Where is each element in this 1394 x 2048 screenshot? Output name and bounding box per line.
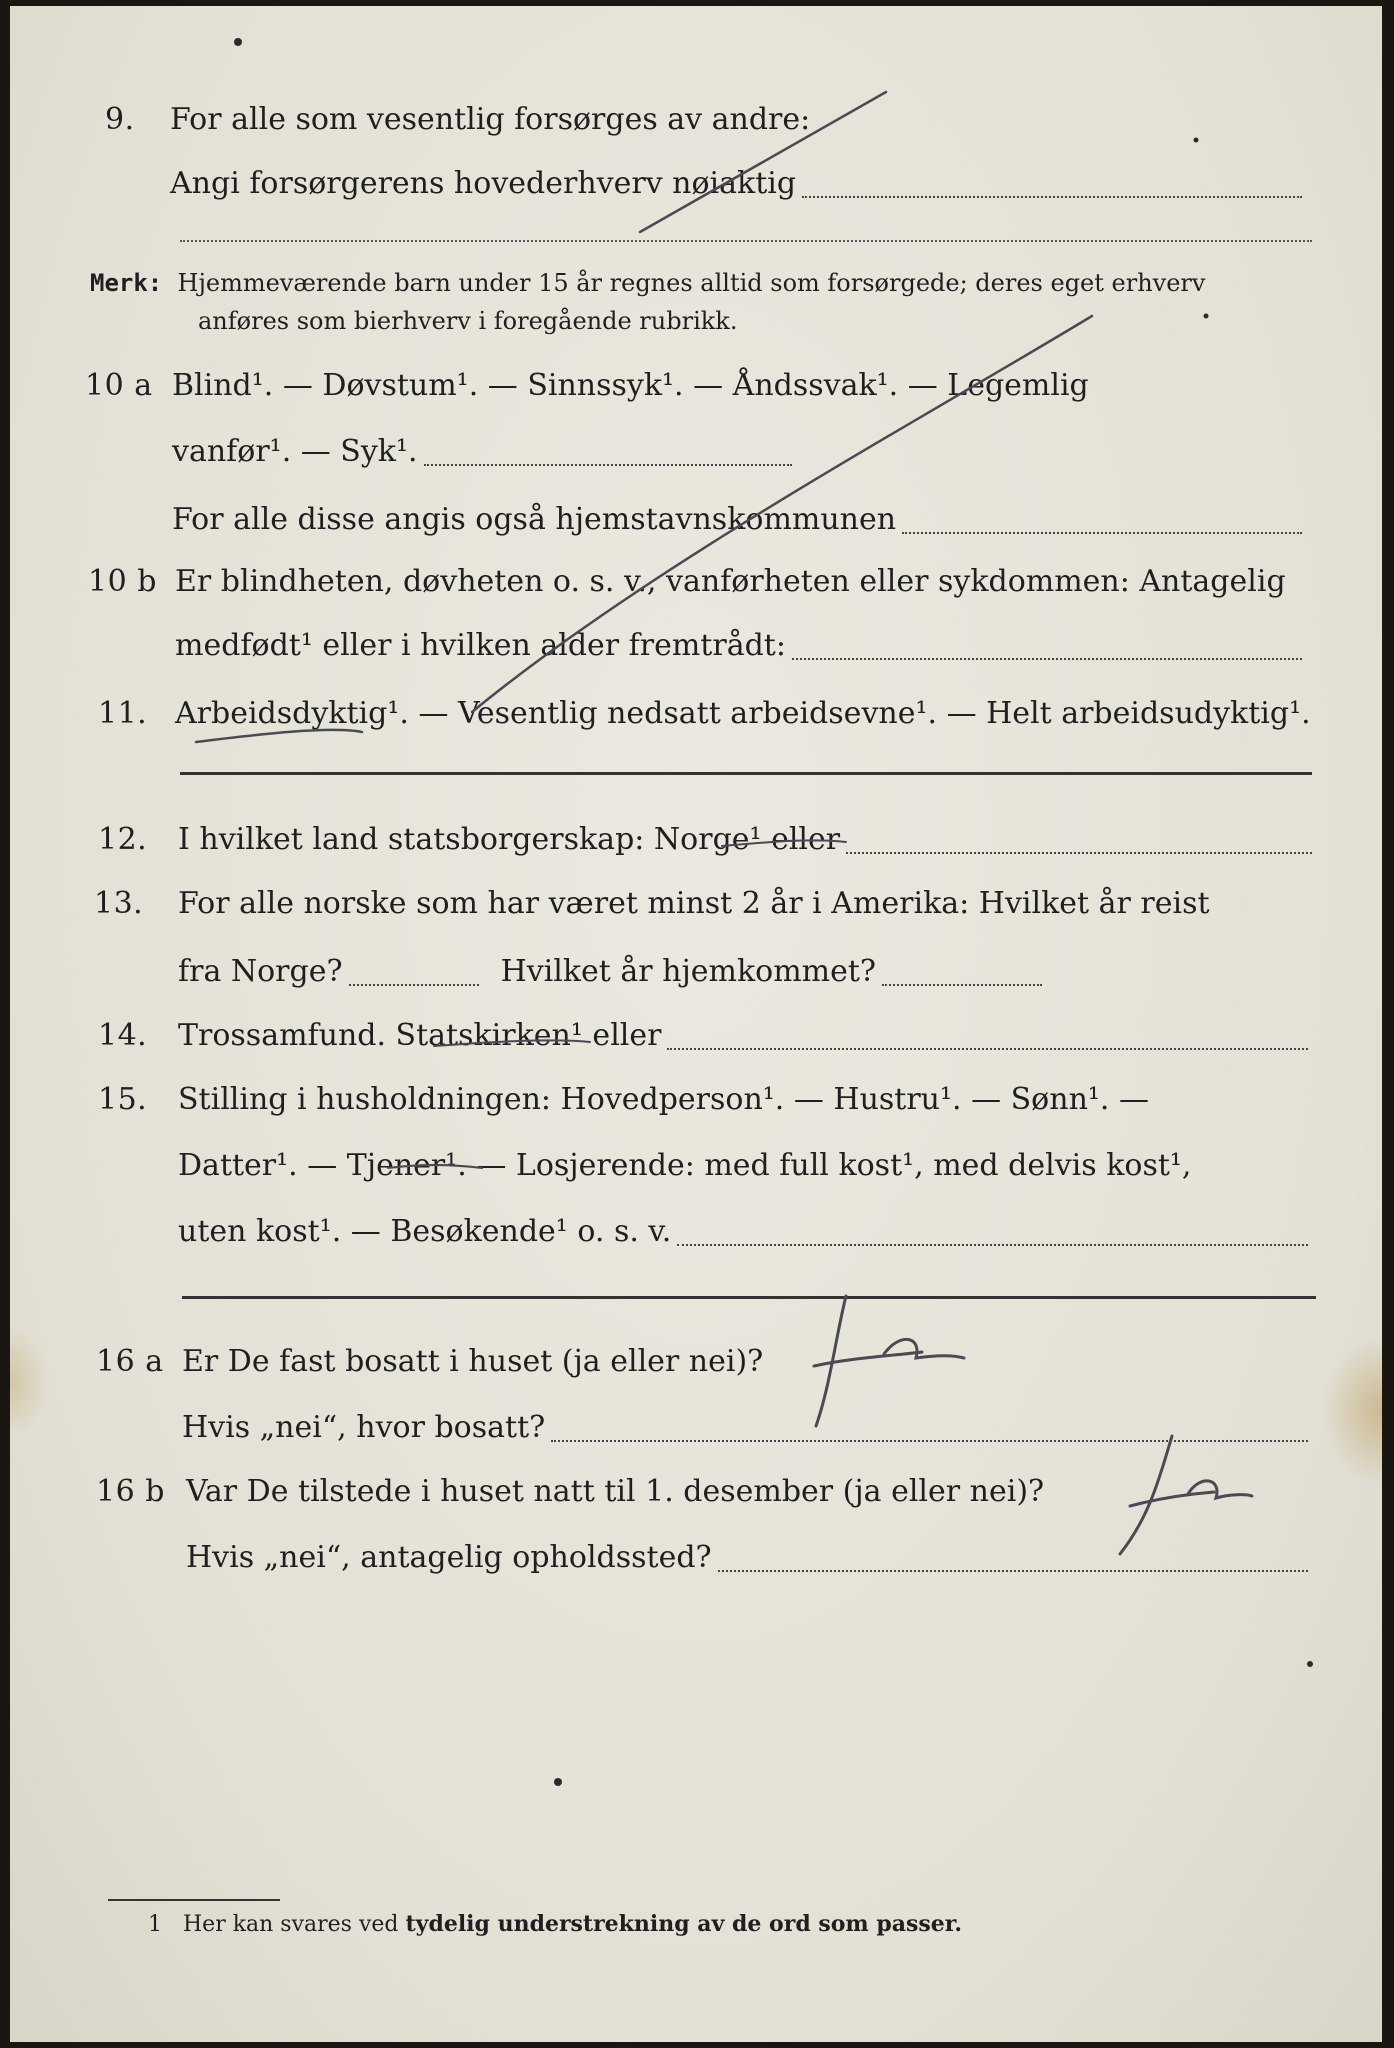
ink-dot [1307,1661,1313,1667]
answer-field-dotted[interactable] [802,195,1302,198]
answer-field-dotted[interactable] [349,983,479,986]
item-15-line-2 [10,1140,1382,1192]
question-line [172,494,1302,546]
item-11 [10,688,1382,740]
question-text: Trossamfund. Statskirken¹ eller [178,1018,662,1053]
question-text: Hvilket år hjemkommet? [500,954,877,989]
question-line [172,426,792,478]
item-10b-line-2 [10,620,1382,672]
item-13 [10,878,1382,930]
question-line [182,1336,1302,1388]
item-10a-line-3 [10,494,1382,546]
footnote-text: Her kan svares ved [182,1912,399,1937]
item-number: 15. [98,1082,148,1117]
footnote-rule [108,1899,280,1901]
question-line [175,620,1302,672]
item-15-line-3 [10,1206,1382,1258]
item-14 [10,1010,1382,1062]
question-text: I hvilket land statsborgerskap: Norge¹ eller [178,822,841,857]
section-rule [182,1296,1316,1299]
answer-field-dotted[interactable] [667,1047,1308,1050]
question-text: fra Norge? [178,954,343,989]
ink-dot [234,38,242,46]
item-16b-line-2 [10,1532,1382,1584]
item-10b [10,556,1382,608]
answer-field-dotted[interactable] [424,463,792,466]
note-block [90,264,1310,340]
item-15 [10,1074,1382,1126]
question-line [178,946,1042,998]
question-text: Datter¹. — Tjener¹. — Losjerende: med full kost¹, med delvis kost¹, [178,1148,1192,1183]
item-12 [10,814,1382,866]
item-9 [10,94,1382,146]
item-number: 10 a [85,368,153,403]
item-10a-line-2 [10,426,1382,478]
item-number: 14. [98,1018,148,1053]
footnote-mark: 1 [148,1912,162,1937]
item-number: 16 a [96,1344,164,1379]
question-text: Er De fast bosatt i huset (ja eller nei)? [182,1344,764,1379]
answer-field-dotted[interactable] [551,1439,1308,1442]
question-line [178,1010,1308,1062]
question-text: For alle som vesentlig forsørges av andre: [170,102,811,137]
question-line [178,878,1302,930]
question-text: Angi forsørgerens hovederhverv nøiaktig [170,166,797,201]
answer-field-dotted[interactable] [718,1569,1308,1572]
question-text: Hvis „nei“, antagelig opholdssted? [186,1540,712,1575]
item-16a [10,1336,1382,1388]
item-number: 9. [105,102,135,137]
question-line [186,1466,1302,1518]
question-text: Hvis „nei“, hvor bosatt? [182,1410,546,1445]
answer-field-dotted[interactable] [882,983,1042,986]
item-9-line-2 [10,158,1382,210]
question-text: vanfør¹. — Syk¹. [172,434,418,469]
item-number: 13. [94,886,144,921]
note-label: Merk: [90,269,163,297]
question-text: Var De tilstede i huset natt til 1. desember (ja eller nei)? [186,1474,1045,1509]
question-line [178,814,1312,866]
answer-field-dotted[interactable] [902,531,1302,534]
question-text: For alle norske som har været minst 2 år i Amerika: Hvilket år reist [178,886,1210,921]
question-line [175,688,1311,740]
question-text: medfødt¹ eller i hvilken alder fremtrådt: [175,628,786,663]
note-text: anføres som bierhverv i foregående rubrikk. [198,307,738,335]
item-number: 12. [98,822,148,857]
question-line [178,1206,1308,1258]
item-number: 10 b [88,564,157,599]
question-line [186,1532,1308,1584]
question-line [170,158,1302,210]
ink-dot [554,1778,562,1786]
question-text: For alle disse angis også hjemstavnskommunen [172,502,897,537]
item-number: 11. [98,696,148,731]
question-line [182,1402,1308,1454]
question-text: uten kost¹. — Besøkende¹ o. s. v. [178,1214,672,1249]
question-text: Arbeidsdyktig¹. — Vesentlig nedsatt arbeidsevne¹. — Helt arbeidsudyktig¹. [175,696,1311,731]
dotted-rule [180,240,1312,242]
question-line [175,556,1302,608]
item-16a-line-2 [10,1402,1382,1454]
question-text: Er blindheten, døvheten o. s. v., vanførheten eller sykdommen: Antagelig [175,564,1286,599]
answer-field-dotted[interactable] [677,1243,1308,1246]
question-line [172,360,1302,412]
question-text: Stilling i husholdningen: Hovedperson¹. — Hustru¹. — Sønn¹. — [178,1082,1149,1117]
question-line [170,94,1302,146]
item-number: 16 b [96,1474,165,1509]
answer-field-dotted[interactable] [792,657,1302,660]
census-form-page [10,6,1382,2042]
note-text: Hjemmeværende barn under 15 år regnes alltid som forsørgede; deres eget erhverv [177,269,1206,297]
footnote [148,1906,962,1943]
question-text: Blind¹. — Døvstum¹. — Sinnssyk¹. — Åndssvak¹. — Legemlig [172,368,1089,403]
question-line [178,1140,1302,1192]
footnote-bold-text: tydelig understrekning av de ord som passer. [405,1911,962,1937]
item-16b [10,1466,1382,1518]
answer-field-dotted[interactable] [846,851,1312,854]
question-line [178,1074,1302,1126]
section-rule [180,772,1312,775]
item-13-line-2 [10,946,1382,998]
item-10a [10,360,1382,412]
